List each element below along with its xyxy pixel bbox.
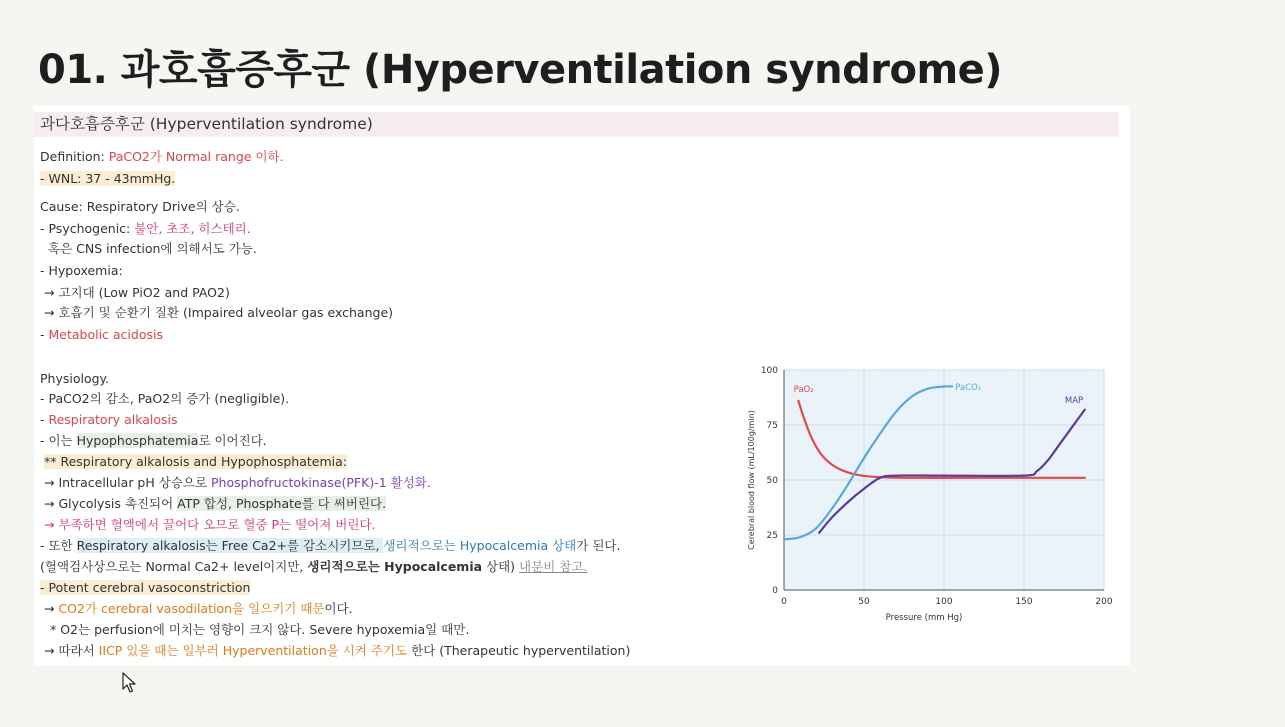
metabolic-acidosis-line: - Metabolic acidosis [40,327,163,342]
series-label-paco: PaCO₂ [955,382,982,393]
y-tick-label: 75 [766,421,778,431]
psychogenic-line: - Psychogenic: 불안, 초조, 히스테리. [40,221,251,236]
mouse-cursor-icon [122,672,138,694]
x-tick-label: 0 [781,597,787,607]
physio-line-5: → Intracellular pH 상승으로 Phosphofructokinase(PFK)-1 활성화. [44,475,431,490]
series-label-pao: PaO₂ [793,385,814,395]
cns-line: 혹은 CNS infection에 의해서도 가능. [48,241,257,256]
altitude-line: → 고지대 (Low PiO2 and PAO2) [44,285,230,300]
physio-line-7: → 부족하면 혈액에서 끌어다 오므로 혈중 P는 떨어져 버린다. [44,517,376,532]
physio-line-6: → Glycolysis 촉진되어 ATP 합성, Phosphate를 다 써버린다. [44,496,387,511]
x-tick-label: 50 [858,597,870,607]
definition-line: Definition: PaCO2가 Normal range 이하. [40,149,284,164]
x-tick-label: 200 [1095,597,1113,607]
cause-line: Cause: Respiratory Drive의 상승. [40,199,240,214]
physio-line-13: → 따라서 IICP 있을 때는 일부러 Hyperventilation을 시켜 주기도 한다 (Therapeutic hyperventilation) [44,643,631,658]
physio-line-8: - 또한 Respiratory alkalosis는 Free Ca2+를 감소시키므로, 생리적으로는 Hypocalcemia 상태가 된다. [40,538,621,553]
cerebral-blood-flow-chart [740,362,1120,632]
y-tick-label: 50 [766,476,778,486]
respiratory-disease-line: → 호흡기 및 순환기 질환 (Impaired alveolar gas exchange) [44,305,394,320]
physiology-line: Physiology. [40,371,110,386]
x-axis-label: Pressure (mm Hg) [885,613,963,623]
hypoxemia-line: - Hypoxemia: [40,263,123,278]
physio-line-9: (혈액검사상으로는 Normal Ca2+ level이지만, 생리적으로는 Hypocalcemia 상태) 내분비 참고. [40,559,588,574]
physio-line-1: - PaCO2의 감소, PaO2의 증가 (negligible). [40,391,290,406]
wnl-line: - WNL: 37 - 43mmHg. [40,171,176,186]
x-tick-label: 150 [1015,597,1033,607]
slide-title: 01. 과호흡증후군 (Hyperventilation syndrome) [38,47,1003,93]
y-tick-label: 25 [766,531,778,541]
physio-line-2: - Respiratory alkalosis [40,412,178,427]
physio-line-4: ** Respiratory alkalosis and Hypophosphatemia: [44,454,347,469]
x-tick-label: 100 [935,597,953,607]
series-label-map: MAP [1064,396,1084,406]
physio-line-12: * O2는 perfusion에 미치는 영향이 크지 않다. Severe hypoxemia일 때만. [50,622,470,637]
physio-line-11: → CO2가 cerebral vasodilation을 일으키기 때문이다. [44,601,353,616]
notes-heading: 과다호흡증후군 (Hyperventilation syndrome) [34,112,1119,137]
physio-line-10: - Potent cerebral vasoconstriction [40,580,251,595]
chart-grid [784,370,1104,590]
physio-line-3: - 이는 Hypophosphatemia로 이어진다. [40,433,267,448]
y-tick-label: 0 [772,586,778,596]
y-axis-label: Cerebral blood flow (mL/100g/min) [747,410,756,550]
y-tick-label: 100 [760,366,778,376]
